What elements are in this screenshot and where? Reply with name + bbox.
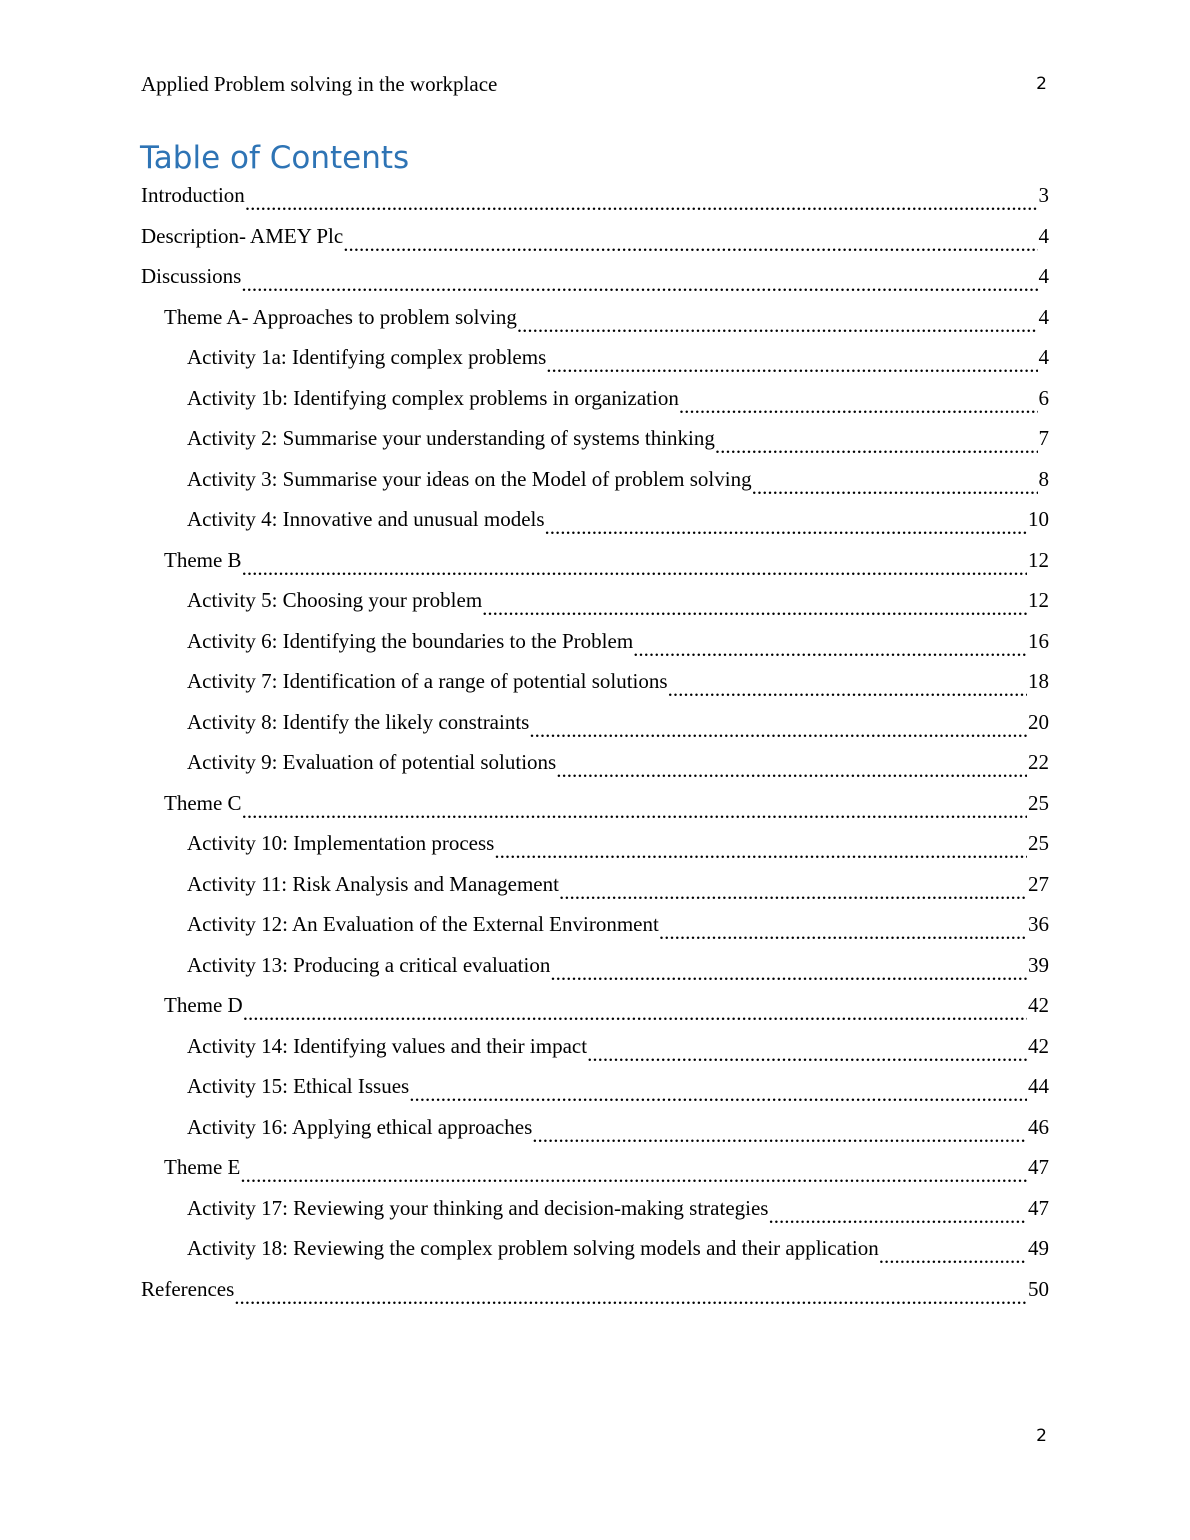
toc-entry-page: 47 (1027, 1188, 1049, 1229)
toc-entry-page: 25 (1027, 783, 1049, 824)
table-of-contents (141, 175, 1049, 1309)
toc-entry[interactable] (141, 378, 1049, 419)
toc-entry-page: 50 (1027, 1269, 1049, 1310)
page-header (141, 70, 1049, 98)
toc-entry-page: 6 (1038, 378, 1050, 419)
toc-entry[interactable] (141, 1026, 1049, 1067)
toc-entry-page: 4 (1038, 337, 1050, 378)
toc-entry-page: 18 (1027, 661, 1049, 702)
toc-entry-page: 46 (1027, 1107, 1049, 1148)
footer-page-number: 2 (1036, 1426, 1047, 1446)
toc-entry-page: 3 (1038, 175, 1050, 216)
toc-entry[interactable] (141, 175, 1049, 216)
toc-entry-label: Activity 17: Reviewing your thinking and decision-making strategies ..... (187, 1196, 768, 1220)
toc-entry-label: Activity 9: Evaluation of potential solutions ..... (187, 750, 556, 774)
toc-entry-label: Theme C ..... (164, 791, 242, 815)
toc-entry-page: 4 (1038, 216, 1050, 257)
toc-heading: Table of Contents (140, 140, 410, 176)
toc-entry-label: Description- AMEY Plc ..... (141, 224, 343, 248)
header-page-number: 2 (1036, 74, 1047, 94)
toc-entry[interactable] (141, 337, 1049, 378)
toc-entry[interactable] (141, 297, 1049, 338)
toc-entry[interactable] (141, 742, 1049, 783)
toc-entry-label: Activity 10: Implementation process ..... (187, 831, 494, 855)
toc-entry-label: Activity 12: An Evaluation of the External Environment ..... (187, 912, 659, 936)
toc-entry-label: Activity 11: Risk Analysis and Management ..... (187, 872, 559, 896)
toc-entry[interactable] (141, 783, 1049, 824)
toc-entry[interactable] (141, 621, 1049, 662)
toc-entry-page: 22 (1027, 742, 1049, 783)
toc-entry[interactable] (141, 256, 1049, 297)
toc-entry[interactable] (141, 702, 1049, 743)
toc-entry-page: 8 (1038, 459, 1050, 500)
toc-entry-label: Activity 5: Choosing your problem ..... (187, 588, 482, 612)
toc-entry-page: 36 (1027, 904, 1049, 945)
toc-entry[interactable] (141, 1107, 1049, 1148)
toc-entry-label: Introduction ..... (141, 183, 245, 207)
toc-entry-label: Activity 14: Identifying values and their impact ..... (187, 1034, 587, 1058)
toc-entry-page: 49 (1027, 1228, 1049, 1269)
toc-entry-page: 12 (1027, 540, 1049, 581)
toc-entry[interactable] (141, 985, 1049, 1026)
toc-entry-page: 4 (1038, 256, 1050, 297)
toc-entry-page: 10 (1027, 499, 1049, 540)
toc-entry-label: Activity 18: Reviewing the complex problem solving models and their application ..... (187, 1236, 879, 1260)
toc-entry[interactable] (141, 945, 1049, 986)
toc-entry-page: 44 (1027, 1066, 1049, 1107)
toc-entry-label: Activity 16: Applying ethical approaches ..... (187, 1115, 532, 1139)
toc-entry-label: Theme A- Approaches to problem solving ..... (164, 305, 517, 329)
toc-entry[interactable] (141, 459, 1049, 500)
toc-entry[interactable] (141, 499, 1049, 540)
toc-entry[interactable] (141, 540, 1049, 581)
toc-entry-label: Discussions ..... (141, 264, 241, 288)
toc-entry-label: Activity 8: Identify the likely constraints ..... (187, 710, 529, 734)
toc-entry-page: 7 (1038, 418, 1050, 459)
toc-entry-page: 27 (1027, 864, 1049, 905)
toc-entry-label: Activity 1b: Identifying complex problems in organization ..... (187, 386, 679, 410)
toc-entry[interactable] (141, 823, 1049, 864)
toc-entry-label: Activity 7: Identification of a range of potential solutions ..... (187, 669, 668, 693)
toc-entry[interactable] (141, 1269, 1049, 1310)
toc-entry[interactable] (141, 864, 1049, 905)
toc-entry[interactable] (141, 580, 1049, 621)
toc-entry-label: Theme E ..... (164, 1155, 240, 1179)
toc-entry-label: Theme B ..... (164, 548, 242, 572)
toc-entry-label: Activity 2: Summarise your understanding of systems thinking ..... (187, 426, 715, 450)
toc-entry-label: Activity 4: Innovative and unusual models ..... (187, 507, 545, 531)
toc-entry[interactable] (141, 1188, 1049, 1229)
toc-entry[interactable] (141, 661, 1049, 702)
toc-entry-label: Activity 3: Summarise your ideas on the Model of problem solving ..... (187, 467, 752, 491)
toc-entry[interactable] (141, 216, 1049, 257)
toc-entry-label: References ..... (141, 1277, 234, 1301)
toc-entry[interactable] (141, 418, 1049, 459)
header-title: Applied Problem solving in the workplace (141, 72, 498, 96)
toc-entry-label: Activity 1a: Identifying complex problems ..... (187, 345, 546, 369)
toc-entry-page: 20 (1027, 702, 1049, 743)
toc-entry-label: Activity 13: Producing a critical evaluation ..... (187, 953, 550, 977)
toc-entry[interactable] (141, 1228, 1049, 1269)
toc-entry-page: 25 (1027, 823, 1049, 864)
toc-entry-page: 42 (1027, 985, 1049, 1026)
toc-entry[interactable] (141, 1147, 1049, 1188)
toc-entry-label: Activity 6: Identifying the boundaries to the Problem ..... (187, 629, 633, 653)
toc-entry-page: 39 (1027, 945, 1049, 986)
toc-entry-page: 4 (1038, 297, 1050, 338)
toc-entry-label: Activity 15: Ethical Issues ..... (187, 1074, 409, 1098)
toc-entry[interactable] (141, 904, 1049, 945)
toc-entry-page: 42 (1027, 1026, 1049, 1067)
toc-entry-page: 47 (1027, 1147, 1049, 1188)
toc-entry-label: Theme D ..... (164, 993, 243, 1017)
toc-entry-page: 12 (1027, 580, 1049, 621)
toc-entry-page: 16 (1027, 621, 1049, 662)
toc-entry[interactable] (141, 1066, 1049, 1107)
